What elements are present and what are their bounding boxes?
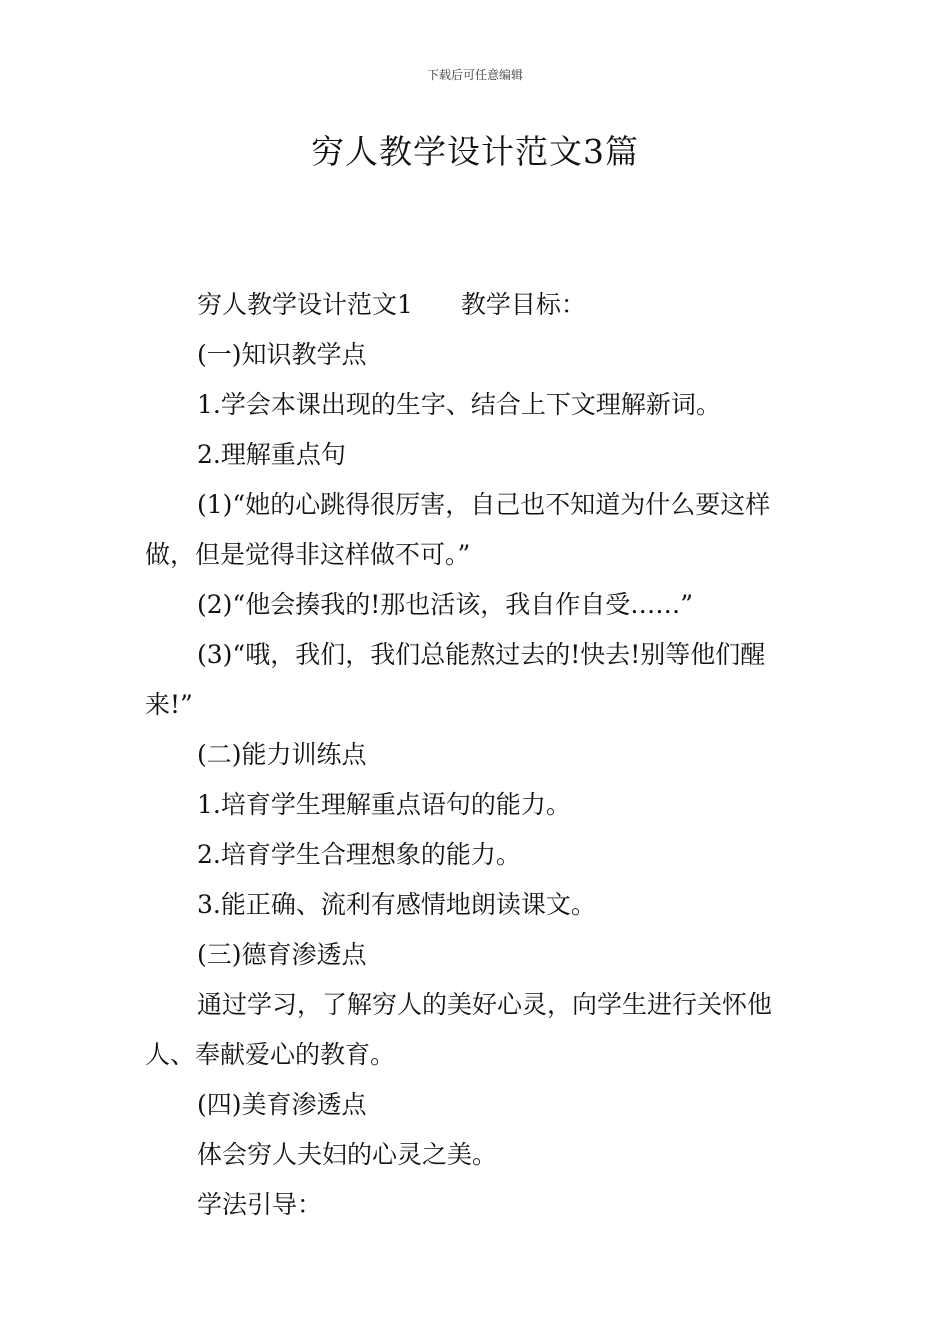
paragraph: (二)能力训练点 bbox=[197, 740, 367, 769]
paragraph: 3.能正确、流利有感情地朗读课文。 bbox=[197, 890, 596, 919]
section-heading: 穷人教学设计范文1 bbox=[197, 290, 413, 319]
paragraph: (三)德育渗透点 bbox=[197, 940, 367, 969]
paragraph: 2.培育学生合理想象的能力。 bbox=[197, 840, 521, 869]
document-title: 穷人教学设计范文3篇 bbox=[311, 132, 639, 171]
paragraph: 通过学习，了解穷人的美好心灵，向学生进行关怀他人、奉献爱心的教育。 bbox=[145, 990, 773, 1069]
paragraph: (四)美育渗透点 bbox=[197, 1090, 367, 1119]
paragraph: 2.理解重点句 bbox=[197, 440, 346, 469]
paragraph: 体会穷人夫妇的心灵之美。 bbox=[197, 1140, 498, 1169]
paragraph: (3)“哦，我们，我们总能熬过去的!快去!别等他们醒来!” bbox=[145, 640, 766, 719]
objectives-label: 教学目标： bbox=[460, 290, 586, 319]
paragraph: 学法引导： bbox=[197, 1190, 323, 1219]
paragraph: (2)“他会揍我的!那也活该，我自作自受……” bbox=[197, 590, 694, 619]
intro-paragraph bbox=[145, 280, 811, 330]
paragraph: (1)“她的心跳得很厉害，自己也不知道为什么要这样做，但是觉得非这样做不可。” bbox=[145, 490, 771, 569]
paragraph: 1.学会本课出现的生字、结合上下文理解新词。 bbox=[197, 390, 721, 419]
paragraph: 1.培育学生理解重点语句的能力。 bbox=[197, 790, 571, 819]
paragraph: (一)知识教学点 bbox=[197, 340, 367, 369]
header-note: 下载后可任意编辑 bbox=[426, 68, 523, 82]
document-body bbox=[145, 280, 811, 1230]
